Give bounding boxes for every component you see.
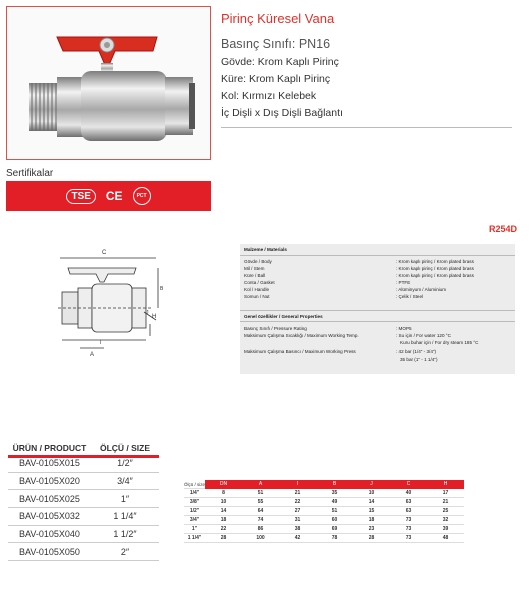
materials-panel: Malzeme / Materials Gövde / Body : Krom kaplı pirinç / Krom plated brass Mil / Stem : Krom kaplı pirinç / Krom plated brass Küre / Ball : Krom kaplı pirinç / Krom plated brass Conta / Gasket : PTFE Kol / Handle : Alüminyum / Aluminium Somun / Nut : Çelik / Steel Genel özellikler / General Properties Basınç Sınıfı / Pressure Rating : MOP5 Maksimum Çalışma Sıcaklığı / Maximum Working Temp. : Su için / For water 120 °C Kuru buhar için / For dry steam 185 °C Maksimum Çalışma Basıncı / Maximum Working Press : 42 bar (1/4" - 3/4") 35 bar (1" - 1 1/4"): [240, 244, 515, 374]
general-title: Genel özellikler / General Properties: [244, 314, 323, 319]
table-row: 1/2" 14 64 27 51 15 63 25: [184, 507, 464, 516]
table-row: BAV-0105X015 1/2″: [8, 455, 159, 472]
dimensions-table: Ölçü / size DN A I B J C H 1/4" 8 51 21 35 10 40 17 3/8" 10 55 22 49 14 63 21 1/2" 14 64 27 51 15 63 25 3/4" 18 74 31 60 18 73 32 1" 22 86 38 69 23 73 39 1 1/4" 28 100 42 78 28 73 48: [184, 480, 464, 543]
product-table-accent: [8, 455, 159, 458]
product-photo: [6, 6, 211, 160]
table-row: 3/4" 18 74 31 60 18 73 32: [184, 516, 464, 525]
certificates-bar: [6, 181, 211, 211]
ce-mark: CE: [105, 189, 123, 203]
dim-c-label: C: [102, 250, 107, 256]
table-row: 1" 22 86 38 69 23 73 39: [184, 525, 464, 534]
tse-mark: TSE: [66, 189, 95, 204]
table-row: BAV-0105X025 1″: [8, 490, 159, 508]
dim-h-label: H: [152, 314, 157, 320]
pct-mark: PCT: [133, 187, 151, 205]
spec-handle: Kol: Kırmızı Kelebek: [221, 90, 317, 102]
dim-a-label: A: [90, 352, 95, 358]
product-title: Pirinç Küresel Vana: [221, 11, 335, 26]
size-header: ÖLÇÜ / SIZE: [99, 442, 151, 453]
product-header: ÜRÜN / PRODUCT: [12, 442, 87, 453]
table-row: BAV-0105X050 2″: [8, 543, 159, 561]
spec-body: Gövde: Krom Kaplı Pirinç: [221, 56, 339, 68]
table-row: BAV-0105X020 3/4″: [8, 472, 159, 490]
spec-ball: Küre: Krom Kaplı Pirinç: [221, 73, 331, 85]
table-row: BAV-0105X032 1 1/4″: [8, 508, 159, 526]
table-row: BAV-0105X040 1 1/2″: [8, 525, 159, 543]
table-row: 3/8" 10 55 22 49 14 63 21: [184, 498, 464, 507]
dim-b-label: B: [160, 286, 164, 292]
table-row: 1/4" 8 51 21 35 10 40 17: [184, 489, 464, 498]
product-code: R254D: [488, 224, 517, 234]
divider: [221, 127, 512, 128]
dim-j-label: J: [146, 310, 149, 316]
spec-connection: İç Dişli x Dış Dişli Bağlantı: [221, 107, 343, 119]
materials-title: Malzeme / Materials: [244, 247, 287, 252]
product-table: [8, 440, 159, 561]
dim-i-label: I: [100, 340, 102, 346]
valve-image: [7, 7, 210, 159]
pressure-class: Basınç Sınıfı: PN16: [221, 37, 331, 51]
table-row: 1 1/4" 28 100 42 78 28 73 48: [184, 534, 464, 543]
dimension-drawing: [40, 244, 170, 364]
certificates-label: Sertifikalar: [6, 168, 54, 179]
